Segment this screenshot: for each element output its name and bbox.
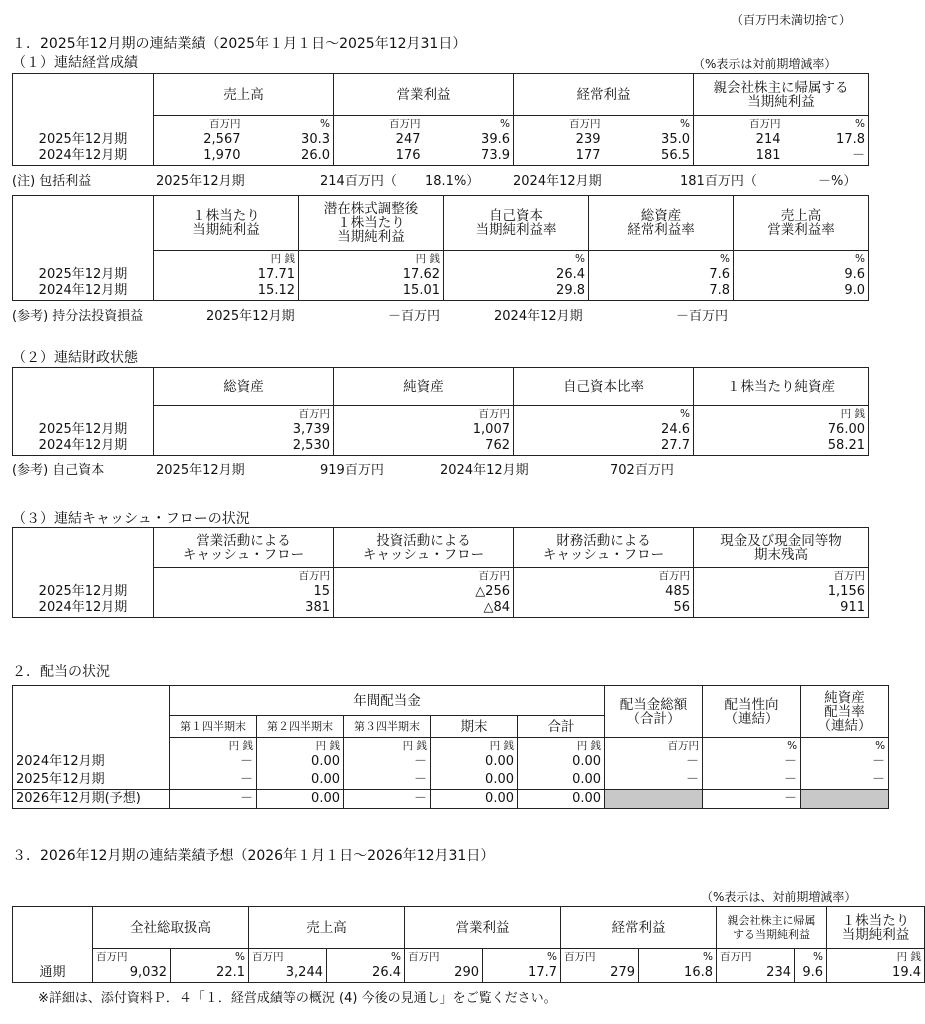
- table-row: 2025年12月期 15 △256 485 1,156: [13, 583, 869, 600]
- forecast-footnote: ※詳細は、添付資料Ｐ．４「１．経営成績等の概況 (4) 今後の見通し」をご覧ください。: [38, 991, 557, 1006]
- col-annual-dividend: 年間配当金: [170, 686, 605, 716]
- col-investing-cf: 投資活動による キャッシュ・フロー: [334, 528, 514, 568]
- dividends-title: ２．配当の状況: [12, 664, 110, 680]
- col-operating-margin: 売上高 営業利益率: [734, 196, 869, 251]
- col-ordinary-income: 経常利益: [514, 74, 694, 116]
- col-forecast-operating: 営業利益: [405, 907, 561, 949]
- col-operating-cf: 営業活動による キャッシュ・フロー: [154, 528, 334, 568]
- col-forecast-sales: 売上高: [249, 907, 405, 949]
- col-year-end: 期末: [431, 716, 518, 738]
- col-eps: １株当たり 当期純利益: [154, 196, 299, 251]
- table-row: 2024年12月期 381 △84 56 911: [13, 600, 869, 617]
- col-total-assets: 総資産: [154, 368, 334, 406]
- table-row: 2025年12月期 － 0.00 － 0.00 0.00 － － －: [13, 771, 889, 789]
- financial-position-table: 総資産 純資産 自己資本比率 １株当たり純資産 百万円 百万円 % 円 銭 2025年12月期 3,739 1,007 24.6 76.00 2024年12月期 2,530 762 27.7 58.21: [12, 367, 869, 456]
- col-total-dividend: 配当金総額 （合計）: [605, 686, 703, 738]
- col-equity-ratio: 自己資本比率: [514, 368, 694, 406]
- forecast-table: 全社総取扱高 売上高 営業利益 経常利益 親会社株主に帰属 する当期純利益 １株当たり 当期純利益 百万円 % 百万円 % 百万円 % 百万円 % 百万円 % 円 銭 通期 9,032 22.1 3,244 26.4 290 17.7 279 16.8 234 9.6 19.4: [12, 906, 925, 983]
- col-q3: 第３四半期末: [344, 716, 431, 738]
- col-payout-ratio: 配当性向 （連結）: [703, 686, 801, 738]
- col-cash-balance: 現金及び現金同等物 期末残高: [694, 528, 869, 568]
- col-net-assets: 純資産: [334, 368, 514, 406]
- col-roe: 自己資本 当期純利益率: [444, 196, 589, 251]
- col-forecast-net: 親会社株主に帰属 する当期純利益: [717, 907, 827, 949]
- col-operating-income: 営業利益: [334, 74, 514, 116]
- col-sales: 売上高: [154, 74, 334, 116]
- table-row: 2024年12月期 15.12 15.01 29.8 7.8 9.0: [13, 283, 869, 300]
- table-row: 2024年12月期 － 0.00 － 0.00 0.00 － － －: [13, 753, 889, 771]
- table-row: 2026年12月期(予想) － 0.00 － 0.00 0.00 －: [13, 789, 889, 808]
- col-forecast-eps: １株当たり 当期純利益: [827, 907, 925, 949]
- col-net-income: 親会社株主に帰属する 当期純利益: [694, 74, 869, 116]
- section-1-title: １．2025年12月期の連結業績（2025年１月１日～2025年12月31日）: [12, 36, 467, 52]
- col-q2: 第２四半期末: [257, 716, 344, 738]
- results-table: 売上高 営業利益 経常利益 親会社株主に帰属する 当期純利益 百万円 % 百万円 % 百万円 % 百万円 % 2025年12月期 2,567 30.3 247 39.6 239 35.0 214 17.8 2024年12月期 1,970 26.0 176 73.9 177 56.5 181 －: [12, 73, 869, 166]
- col-roa: 総資産 経常利益率: [589, 196, 734, 251]
- table-row: 2025年12月期 3,739 1,007 24.6 76.00: [13, 421, 869, 438]
- table-row: 2025年12月期 17.71 17.62 26.4 7.6 9.6: [13, 266, 869, 283]
- subsection-results-title: （１）連結経営成績: [12, 55, 138, 71]
- cash-flow-title: （３）連結キャッシュ・フローの状況: [12, 511, 250, 527]
- financial-position-title: （２）連結財政状態: [12, 350, 138, 366]
- table-row: 2024年12月期 2,530 762 27.7 58.21: [13, 438, 869, 455]
- pct-note: （%表示は対前期増減率）: [693, 57, 837, 71]
- forecast-title: ３．2026年12月期の連結業績予想（2026年１月１日～2026年12月31日）: [12, 848, 495, 864]
- col-forecast-ordinary: 経常利益: [561, 907, 717, 949]
- col-financing-cf: 財務活動による キャッシュ・フロー: [514, 528, 694, 568]
- col-total: 合計: [518, 716, 605, 738]
- unit-note: （百万円未満切捨て）: [731, 13, 852, 27]
- forecast-pct-note: （%表示は、対前期増減率）: [701, 890, 857, 904]
- table-row: 通期 9,032 22.1 3,244 26.4 290 17.7 279 16.8 234 9.6 19.4: [13, 964, 925, 982]
- col-gross-merchandise: 全社総取扱高: [93, 907, 249, 949]
- col-bps: １株当たり純資産: [694, 368, 869, 406]
- dividends-table: 年間配当金 配当金総額 （合計） 配当性向 （連結） 純資産 配当率 （連結） 第１四半期末 第２四半期末 第３四半期末 期末 合計 円 銭 円 銭 円 銭 円 銭 円 銭 百万円 % % 2024年12月期 － 0.00 － 0.00 0.00 － － － 2025年12月期 － 0.00 － 0.00 0.00 － － － 2026年12月期(予想) － 0.00 － 0.00 0.00 －: [12, 685, 889, 809]
- col-diluted-eps: 潜在株式調整後 １株当たり 当期純利益: [299, 196, 444, 251]
- corner-cell: [13, 74, 154, 116]
- table-row: 2024年12月期 1,970 26.0 176 73.9 177 56.5 181 －: [13, 148, 869, 165]
- table-row: 2025年12月期 2,567 30.3 247 39.6 239 35.0 214 17.8: [13, 131, 869, 148]
- per-share-table: １株当たり 当期純利益 潜在株式調整後 １株当たり 当期純利益 自己資本 当期純利益率 総資産 経常利益率 売上高 営業利益率 円 銭 円 銭 % % % 2025年12月期 17.71 17.62 26.4 7.6 9.6 2024年12月期 15.12 15.01 29.8 7.8 9.0: [12, 195, 869, 301]
- col-q1: 第１四半期末: [170, 716, 257, 738]
- cash-flow-table: 営業活動による キャッシュ・フロー 投資活動による キャッシュ・フロー 財務活動による キャッシュ・フロー 現金及び現金同等物 期末残高 百万円 百万円 百万円 百万円 2025年12月期 15 △256 485 1,156 2024年12月期 381 △84 56 911: [12, 527, 869, 618]
- col-doe: 純資産 配当率 （連結）: [801, 686, 889, 738]
